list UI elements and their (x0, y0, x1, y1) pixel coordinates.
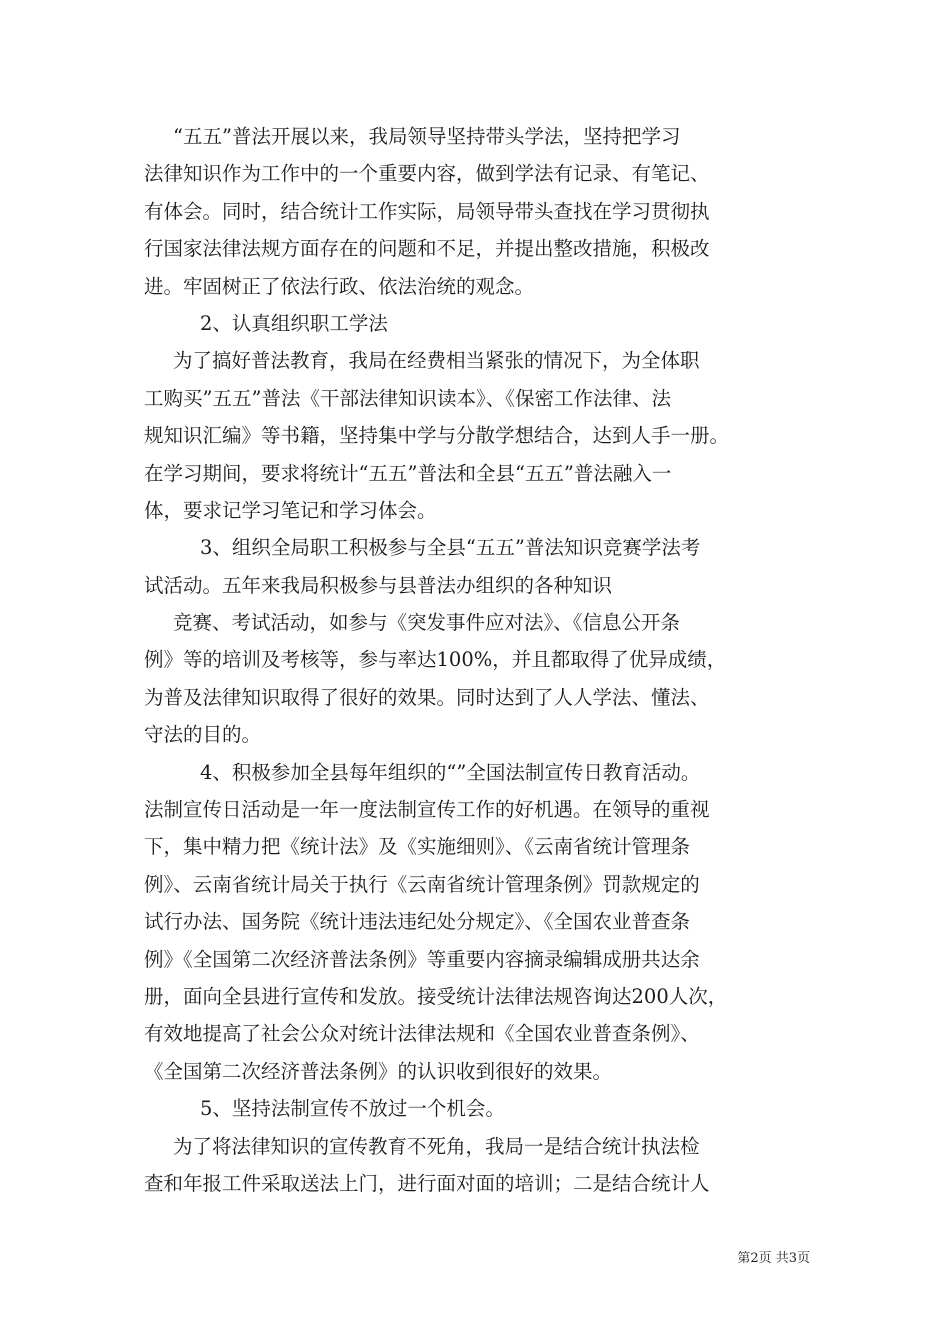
text-line: 册，面向全县进行宣传和发放。接受统计法律法规咨询达200人次， (144, 984, 728, 1008)
text-line: 为了搞好普法教育，我局在经费相当紧张的情况下，为全体职 (173, 349, 700, 373)
document-body (144, 118, 824, 1202)
text-line: 法制宣传日活动是一年一度法制宣传工作的好机遇。在领导的重视 (144, 798, 710, 822)
page-number: 第2页 共3页 (737, 1251, 810, 1266)
text-line: 法律知识作为工作中的一个重要内容，做到学法有记录、有笔记、 (144, 162, 710, 186)
text-line: 例》《全国第二次经济普法条例》等重要内容摘录编辑成册共达余 (144, 947, 700, 971)
text-line: 试行办法、国务院《统计违法违纪处分规定》、《全国农业普查条 (144, 910, 691, 934)
section-heading: 2、认真组织职工学法 (200, 311, 388, 335)
text-line: 为普及法律知识取得了很好的效果。同时达到了人人学法、懂法、 (144, 685, 710, 709)
text-line: 进。牢固树正了依法行政、依法治统的观念。 (144, 274, 535, 298)
text-line: 有效地提高了社会公众对统计法律法规和《全国农业普查条例》、 (144, 1022, 700, 1046)
text-line: 试活动。五年来我局积极参与县普法办组织的各种知识 (144, 573, 613, 597)
text-line: 《全国第二次经济普法条例》的认识收到很好的效果。 (144, 1059, 613, 1083)
text-line: 工购买”五五”普法《干部法律知识读本》、《保密工作法律、法 (144, 386, 671, 410)
text-line: 下，集中精力把《统计法》及《实施细则》、《云南省统计管理条 (144, 835, 691, 859)
text-line: 在学习期间，要求将统计“五五”普法和全县“五五”普法融入一 (144, 461, 672, 485)
section-heading: 3、组织全局职工积极参与全县“五五”普法知识竞赛学法考 (200, 536, 701, 560)
text-line: 为了将法律知识的宣传教育不死角，我局一是结合统计执法检 (173, 1134, 700, 1158)
text-line: 例》等的培训及考核等，参与率达100%，并且都取得了优异成绩， (144, 648, 727, 672)
text-line: 有体会。同时，结合统计工作实际，局领导带头查找在学习贯彻执 (144, 199, 710, 223)
text-line: 守法的目的。 (144, 723, 262, 747)
text-line: 竞赛、考试活动，如参与《突发事件应对法》、《信息公开条 (173, 611, 681, 635)
section-heading: 4、积极参加全县每年组织的“”全国法制宣传日教育活动。 (200, 760, 701, 784)
text-line: 例》、云南省统计局关于执行《云南省统计管理条例》罚款规定的 (144, 872, 700, 896)
text-line: 行国家法律法规方面存在的问题和不足，并提出整改措施，积极改 (144, 237, 710, 261)
section-heading: 5、坚持法制宣传不放过一个机会。 (200, 1097, 505, 1121)
text-line: “五五”普法开展以来，我局领导坚持带头学法，坚持把学习 (173, 125, 681, 148)
text-line: 查和年报工件采取送法上门，进行面对面的培训；二是结合统计人 (144, 1171, 710, 1195)
text-line: 体，要求记学习笔记和学习体会。 (144, 498, 437, 522)
text-line: 规知识汇编》等书籍，坚持集中学与分散学想结合，达到人手一册。 (144, 424, 730, 448)
